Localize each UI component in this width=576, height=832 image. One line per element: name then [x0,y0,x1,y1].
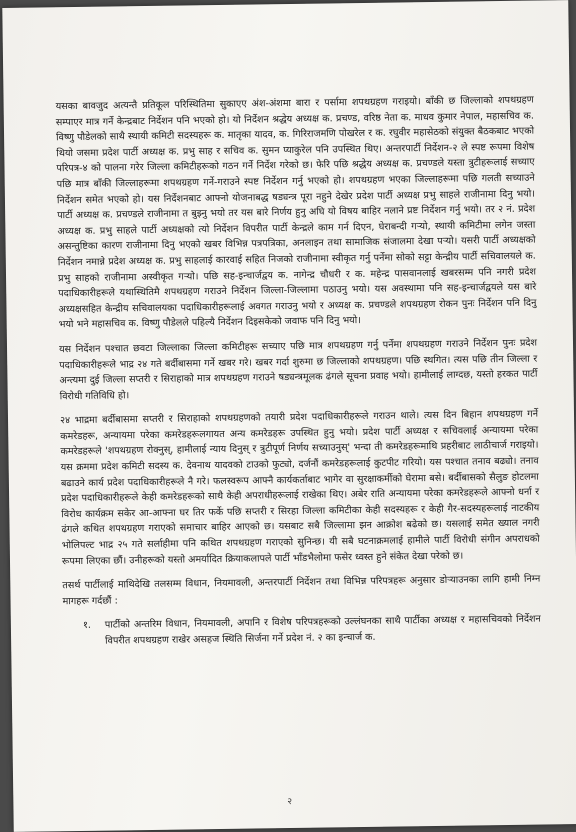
paragraph-2: यस निर्देशन पश्चात छवटा जिल्लाका जिल्ला कमिटीहरू सच्याए पछि मात्र शपथग्रहण गर्नु पर्नेमा शपथग्रहण गराउने निर्देशन पुनः प्रदेश पदाधिकारीहरूले भाद्र २४ गते बर्दीबासमा गर्ने खबर गरे। खबर गर्दा शुरुमा छ जिल्लाको शपथग्रहण। पछि स्थगित। त्यस पछि तीन जिल्ला र अन्त्यमा दुई जिल्ला सप्तरी र सिराहाको मात्र शपथग्रहण गराउने षड्यन्त्रमूलक ढंगले सूचना प्रवाह भयो। हामीलाई लाग्दछ, यस्तो हरकत पार्टी विरोधी गतिविधि हो। [58,337,538,402]
paragraph-3: २४ भाद्रमा बर्दीबासमा सप्तरी र सिराहाको शपथग्रहणको तयारी प्रदेश पदाधिकारीहरूले गराउन थाले। त्यस दिन बिहान शपथग्रहण गर्ने कमरेडहरू, अन्यायमा परेका कमरेडहरूलगायत अन्य कमरेडहरू उपस्थित हुनु भयो। प्रदेश पार्टी अध्यक्ष र सचिवलाई अन्यायमा परेका कमरेडहरूले 'शपथग्रहण रोक्नुस्, हामीलाई न्याय दिनुस् र त्रुटीपूर्ण निर्णय सच्याउनुस्' भन्दा ती कमरेडहरूमाथि प्रहरीबाट लाठीचार्ज गराइयो। यस क्रममा प्रदेश कमिटी सदस्य क. देवनाथ यादवको टाउको फुट्यो, दर्जनौं कमरेडहरूलाई कुटपीट गरियो। यस पश्चात तनाव बढ्यो। तनाव बढाउने कार्य प्रदेश पदाधिकारीहरूले नै गरे। फलस्वरूप आफ्नै कार्यकर्ताबाट भागेर वा सुरक्षाकर्मीको घेरामा बसे। बर्दीबासको सैलुङ होटलमा प्रदेश पदाधिकारीहरूले केही कमरेडहरूको साथै केही अपराधीहरूलाई राखेका थिए। अबेर राति अन्यायमा परेका कमरेडहरूले आफ्नो धर्ना र विरोध कार्यक्रम सकेर आ-आफ्ना घर तिर फर्के पछि सप्तरी र सिरहा जिल्ला कमिटीका केही सदस्यहरू र केही गैर-सदस्यहरूलाई नाटकीय ढंगले कथित शपथग्रहण गराएको समाचार बाहिर आएको छ। यसबाट सबै जिल्लामा झन आक्रोश बढेको छ। यसलाई समेत ख्याल नगरी भोलिपल्ट भाद्र २५ गते सर्लाहीमा पनि कथित शपथग्रहण गराएको सुनिन्छ। यी सबै घटनाक्रमलाई हामीले पार्टी विरोधी संगीन अपराधको रूपमा लिएका छौं। उनीहरूको यस्तो अमर्यादित क्रियाकलापले पार्टी भाँडभैलोमा फसेर ध्वस्त हुने संकेत देखा परेको छ। [59,408,540,567]
list-item-text: पार्टीको अन्तरिम विधान, नियमावली, अपानि र विशेष परिपत्रहरूको उल्लंघनका साथै पार्टीका अध्यक्ष र महासचिवको निर्देशन विपरीत शपथग्रहण राखेर असहज स्थिति सिर्जना गर्ने प्रदेश नं. २ का इन्चार्ज क. [104,613,541,647]
document-page [2,0,576,832]
page-number: २ [287,797,293,808]
paragraph-1: यसका बावजुद अत्यन्तै प्रतिकूल परिस्थितिमा सुकाएए अंश-अंशमा बारा र पर्सामा शपथग्रहण गराइयो। बाँकी छ जिल्लाको शपथग्रहण सम्पाएर मात्र गर्ने केन्द्रबाट निर्देशन पनि भएको हो। यो निर्देशन श्रद्धेय अध्यक्ष क. प्रचण्ड, वरिष्ठ नेता क. माधव कुमार नेपाल, महासचिव क. विष्णु पौडेलको साथै स्थायी कमिटी सदस्यहरू क. मातृका यादव, क. गिरिराजमणि पोखरेल र क. रघुवीर महासेठको संयुक्त बैठकबाट भएको थियो जसमा प्रदेश पार्टी अध्यक्ष क. प्रभु साह र सचिव क. सुमन प्याकुरेल पनि उपस्थित थिए। अन्तरपार्टी निर्देशन-२ ले स्पष्ट रूपमा विशेष परिपत्र-४ को पालना गरेर जिल्ला कमिटीहरूको गठन गर्ने निर्देश गरेको छ। फेरि पछि श्रद्धेय अध्यक्ष क. प्रचण्डले यस्ता त्रुटीहरूलाई सच्याए पछि मात्र बाँकी जिल्लाहरूमा शपथग्रहण गर्ने-गराउने स्पष्ट निर्देशन गर्नु भएको हो। शपथग्रहण भएका जिल्लाहरूमा पछि गलती सच्याउने निर्देशन समेत भएको हो। यस निर्देशनबाट आफ्नो योजनाबद्ध षड्यन्त्र पूरा नहुने देखेर प्रदेश पार्टी अध्यक्ष प्रभु साहले राजीनामा दिनु भयो। पार्टी अध्यक्ष क. प्रचण्डले राजीनामा त बुझ्नु भयो तर यस बारे निर्णय हुनु अघि यो विषय बाहिर नलाने प्रष्ट निर्देशन गर्नु भयो। तर २ नं. प्रदेश अध्यक्ष क. प्रभु साहले पार्टी अध्यक्षको त्यो निर्देशन विपरीत पार्टी केन्द्रले काम गर्न दिएन, घेराबन्दी गऱ्यो, स्थायी कमिटीमा लगेन जस्ता असन्तुष्टिका कारण राजीनामा दिनु भएको खबर विभिन्न पत्रपत्रिका, अनलाइन तथा सामाजिक संजालमा देखा पऱ्यो। यसरी पार्टी अध्यक्षको निर्देशन नमान्ने प्रदेश अध्यक्ष क. प्रभु साहलाई कारवाई सहित निजको राजीनामा स्वीकृत गर्नु पर्नेमा सोको सट्टा केन्द्रीय पार्टी सचिवालयले क. प्रभु साहको राजीनामा अस्वीकृत गऱ्यो। पछि सह-इन्चार्जद्वय क. नागेन्द्र चौधरी र क. महेन्द्र पासवानलाई खबरसम्म पनि नगरी प्रदेश पदाधिकारीहरूले यथास्थितिमै शपथग्रहण गराउने निर्देशन जिल्ला-जिल्लामा पठाउनु भयो। यस अवस्थामा पनि सह-इन्चार्जद्वयले यस बारे अध्यक्षसहित केन्द्रीय सचिवालयका पदाधिकारीहरूलाई अवगत गराउनु भयो र अध्यक्ष क. प्रचण्डले शपथग्रहण रोकन पुनः निर्देशन पनि दिनु भयो भने महासचिव क. विष्णु पौडेलले पहिल्यै निर्देशन दिइसकेको जवाफ पनि दिनु भयो। [55,94,537,331]
list-item-number: १. [82,620,92,632]
document-body [56,93,542,650]
demand-list-item [63,612,541,650]
paragraph-4: तसर्थ पार्टीलाई माथिदेखि तलसम्म विधान, नियमावली, अन्तरपार्टी निर्देशन तथा विभिन्न परिपत्रहरू अनुसार डोऱ्याउनका लागि हामी निम्न मागहरू गर्दछौं : [62,573,541,608]
